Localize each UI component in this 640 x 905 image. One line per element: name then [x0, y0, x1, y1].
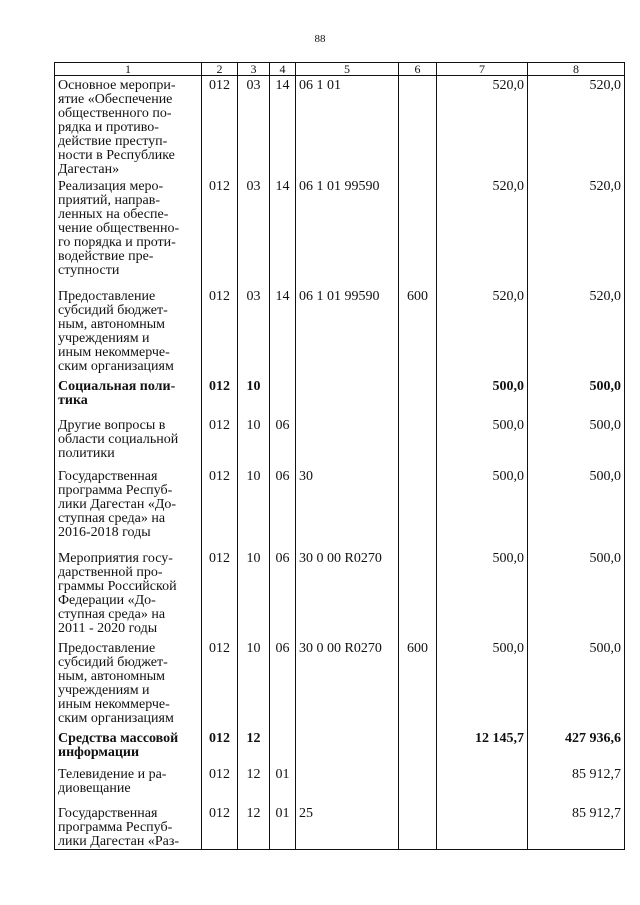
- cell-c3: 03: [238, 76, 270, 178]
- cell-name-line: Государственная: [58, 806, 158, 821]
- cell-name: [55, 729, 202, 765]
- cell-c5: [296, 765, 399, 804]
- cell-c8: 500,0: [528, 639, 625, 729]
- cell-name-line: ступная среда» на: [58, 511, 166, 526]
- cell-c6: [399, 549, 437, 639]
- cell-c7: 500,0: [437, 639, 528, 729]
- cell-c8: 500,0: [528, 377, 625, 416]
- cell-name-line: иным некоммерче-: [58, 697, 170, 712]
- cell-name-line: Телевидение и ра-: [58, 767, 167, 782]
- cell-c8: 85 912,7: [528, 765, 625, 804]
- cell-c4: 06: [270, 549, 296, 639]
- cell-c2: 012: [202, 287, 238, 377]
- cell-c8: 500,0: [528, 549, 625, 639]
- cell-name-line: Реализация меро-: [58, 179, 164, 194]
- cell-c3: 10: [238, 467, 270, 549]
- cell-c7: 520,0: [437, 177, 528, 287]
- cell-c6: [399, 76, 437, 178]
- cell-name-line: граммы Российской: [58, 579, 177, 594]
- cell-c3: 10: [238, 549, 270, 639]
- table-row: [55, 549, 625, 639]
- cell-name: [55, 639, 202, 729]
- cell-name-line: Дагестан»: [58, 162, 120, 177]
- column-header-6: 6: [399, 63, 437, 76]
- cell-c6: [399, 804, 437, 850]
- column-header-8: 8: [528, 63, 625, 76]
- cell-name-line: дарственной про-: [58, 565, 163, 580]
- cell-name-line: ступности: [58, 263, 120, 278]
- cell-c6: [399, 467, 437, 549]
- cell-name-line: диовещание: [58, 781, 131, 796]
- cell-name-line: приятий, направ-: [58, 193, 161, 208]
- column-header-5: 5: [296, 63, 399, 76]
- cell-name: [55, 804, 202, 850]
- cell-c5: [296, 729, 399, 765]
- cell-name-line: программа Респуб-: [58, 483, 173, 498]
- cell-name-line: Социальная поли-: [58, 379, 176, 394]
- cell-c3: 03: [238, 287, 270, 377]
- cell-c2: 012: [202, 377, 238, 416]
- cell-c4: 01: [270, 804, 296, 850]
- cell-name: [55, 377, 202, 416]
- cell-c2: 012: [202, 177, 238, 287]
- cell-name-line: Предоставление: [58, 641, 156, 656]
- cell-name-line: программа Респуб-: [58, 820, 173, 835]
- cell-c5: 06 1 01 99590: [296, 287, 399, 377]
- cell-c2: 012: [202, 549, 238, 639]
- table-row: [55, 804, 625, 850]
- table-row: [55, 177, 625, 287]
- cell-name-line: учреждениям и: [58, 683, 150, 698]
- cell-c6: [399, 416, 437, 467]
- cell-name-line: Другие вопросы в: [58, 418, 166, 433]
- cell-c3: 10: [238, 377, 270, 416]
- cell-c8: 500,0: [528, 467, 625, 549]
- cell-c7: 520,0: [437, 287, 528, 377]
- cell-name-line: ским организациям: [58, 359, 174, 374]
- cell-c5: 30: [296, 467, 399, 549]
- cell-name-line: го порядка и проти-: [58, 235, 176, 250]
- cell-c3: 12: [238, 765, 270, 804]
- cell-c4: [270, 729, 296, 765]
- column-header-3: 3: [238, 63, 270, 76]
- cell-name-line: рядка и противо-: [58, 120, 159, 135]
- table-row: [55, 76, 625, 178]
- page-number: 88: [314, 33, 326, 45]
- cell-name-line: действие преступ-: [58, 134, 168, 149]
- cell-name: [55, 76, 202, 178]
- cell-name-line: ским организациям: [58, 711, 174, 726]
- cell-c4: 06: [270, 416, 296, 467]
- cell-c5: 30 0 00 R0270: [296, 639, 399, 729]
- table-row: [55, 639, 625, 729]
- cell-c5: 25: [296, 804, 399, 850]
- cell-name-line: ятие «Обеспечение: [58, 92, 173, 107]
- cell-name-line: ности в Республике: [58, 148, 175, 163]
- cell-c7: [437, 804, 528, 850]
- budget-table: [54, 62, 625, 850]
- cell-name-line: 2016-2018 годы: [58, 525, 151, 540]
- cell-name-line: политики: [58, 446, 115, 461]
- cell-name: [55, 416, 202, 467]
- cell-c8: 520,0: [528, 287, 625, 377]
- cell-name-line: области социальной: [58, 432, 179, 447]
- cell-name-line: Федерации «До-: [58, 593, 156, 608]
- cell-c4: 06: [270, 467, 296, 549]
- cell-name: [55, 549, 202, 639]
- cell-name-line: информации: [58, 745, 140, 760]
- cell-c3: 12: [238, 804, 270, 850]
- column-header-1: 1: [55, 63, 202, 76]
- cell-c3: 12: [238, 729, 270, 765]
- cell-c8: 520,0: [528, 76, 625, 178]
- cell-c8: 85 912,7: [528, 804, 625, 850]
- cell-name-line: учреждениям и: [58, 331, 150, 346]
- cell-name-line: Мероприятия госу-: [58, 551, 173, 566]
- cell-name-line: тика: [58, 393, 88, 408]
- table-row: [55, 377, 625, 416]
- cell-c6: [399, 729, 437, 765]
- cell-c2: 012: [202, 416, 238, 467]
- cell-name-line: субсидий бюджет-: [58, 655, 168, 670]
- cell-c6: 600: [399, 639, 437, 729]
- cell-c2: 012: [202, 467, 238, 549]
- table-row: [55, 729, 625, 765]
- cell-name-line: Предоставление: [58, 289, 156, 304]
- cell-name-line: 2011 - 2020 годы: [58, 621, 158, 636]
- cell-name-line: ступная среда» на: [58, 607, 166, 622]
- cell-name-line: ным, автономным: [58, 317, 166, 332]
- cell-c7: 500,0: [437, 467, 528, 549]
- cell-c4: 01: [270, 765, 296, 804]
- cell-c5: 06 1 01 99590: [296, 177, 399, 287]
- cell-c2: 012: [202, 76, 238, 178]
- cell-c7: 500,0: [437, 377, 528, 416]
- cell-name-line: Государственная: [58, 469, 158, 484]
- cell-c7: [437, 765, 528, 804]
- cell-name: [55, 177, 202, 287]
- cell-name-line: ным, автономным: [58, 669, 166, 684]
- cell-name-line: ленных на обеспе-: [58, 207, 169, 222]
- cell-c3: 10: [238, 639, 270, 729]
- cell-c7: 520,0: [437, 76, 528, 178]
- table-row: [55, 287, 625, 377]
- cell-c7: 500,0: [437, 549, 528, 639]
- cell-name-line: Средства массовой: [58, 731, 179, 746]
- cell-name-line: субсидий бюджет-: [58, 303, 168, 318]
- cell-c2: 012: [202, 804, 238, 850]
- table-row: [55, 416, 625, 467]
- cell-c4: 14: [270, 76, 296, 178]
- cell-name-line: общественного по-: [58, 106, 172, 121]
- cell-c8: 500,0: [528, 416, 625, 467]
- cell-name: [55, 467, 202, 549]
- cell-c6: 600: [399, 287, 437, 377]
- cell-c7: 500,0: [437, 416, 528, 467]
- cell-c4: 06: [270, 639, 296, 729]
- cell-c6: [399, 765, 437, 804]
- column-header-7: 7: [437, 63, 528, 76]
- cell-c7: 12 145,7: [437, 729, 528, 765]
- cell-c4: 14: [270, 177, 296, 287]
- cell-name-line: водействие пре-: [58, 249, 154, 264]
- cell-c8: 520,0: [528, 177, 625, 287]
- column-header-2: 2: [202, 63, 238, 76]
- cell-c4: 14: [270, 287, 296, 377]
- cell-name-line: Основное меропри-: [58, 78, 176, 93]
- table-row: [55, 765, 625, 804]
- cell-c5: 06 1 01: [296, 76, 399, 178]
- table-row: [55, 467, 625, 549]
- cell-c6: [399, 177, 437, 287]
- table-header-row: [55, 63, 625, 76]
- cell-name-line: чение общественно-: [58, 221, 180, 236]
- cell-c5: 30 0 00 R0270: [296, 549, 399, 639]
- cell-c3: 03: [238, 177, 270, 287]
- cell-c3: 10: [238, 416, 270, 467]
- cell-c2: 012: [202, 639, 238, 729]
- cell-name: [55, 765, 202, 804]
- cell-name-line: лики Дагестан «До-: [58, 497, 177, 512]
- cell-name-line: иным некоммерче-: [58, 345, 170, 360]
- cell-name: [55, 287, 202, 377]
- cell-name-line: лики Дагестан «Раз-: [58, 834, 180, 849]
- column-header-4: 4: [270, 63, 296, 76]
- cell-c5: [296, 416, 399, 467]
- cell-c2: 012: [202, 765, 238, 804]
- cell-c2: 012: [202, 729, 238, 765]
- cell-c5: [296, 377, 399, 416]
- cell-c4: [270, 377, 296, 416]
- cell-c8: 427 936,6: [528, 729, 625, 765]
- cell-c6: [399, 377, 437, 416]
